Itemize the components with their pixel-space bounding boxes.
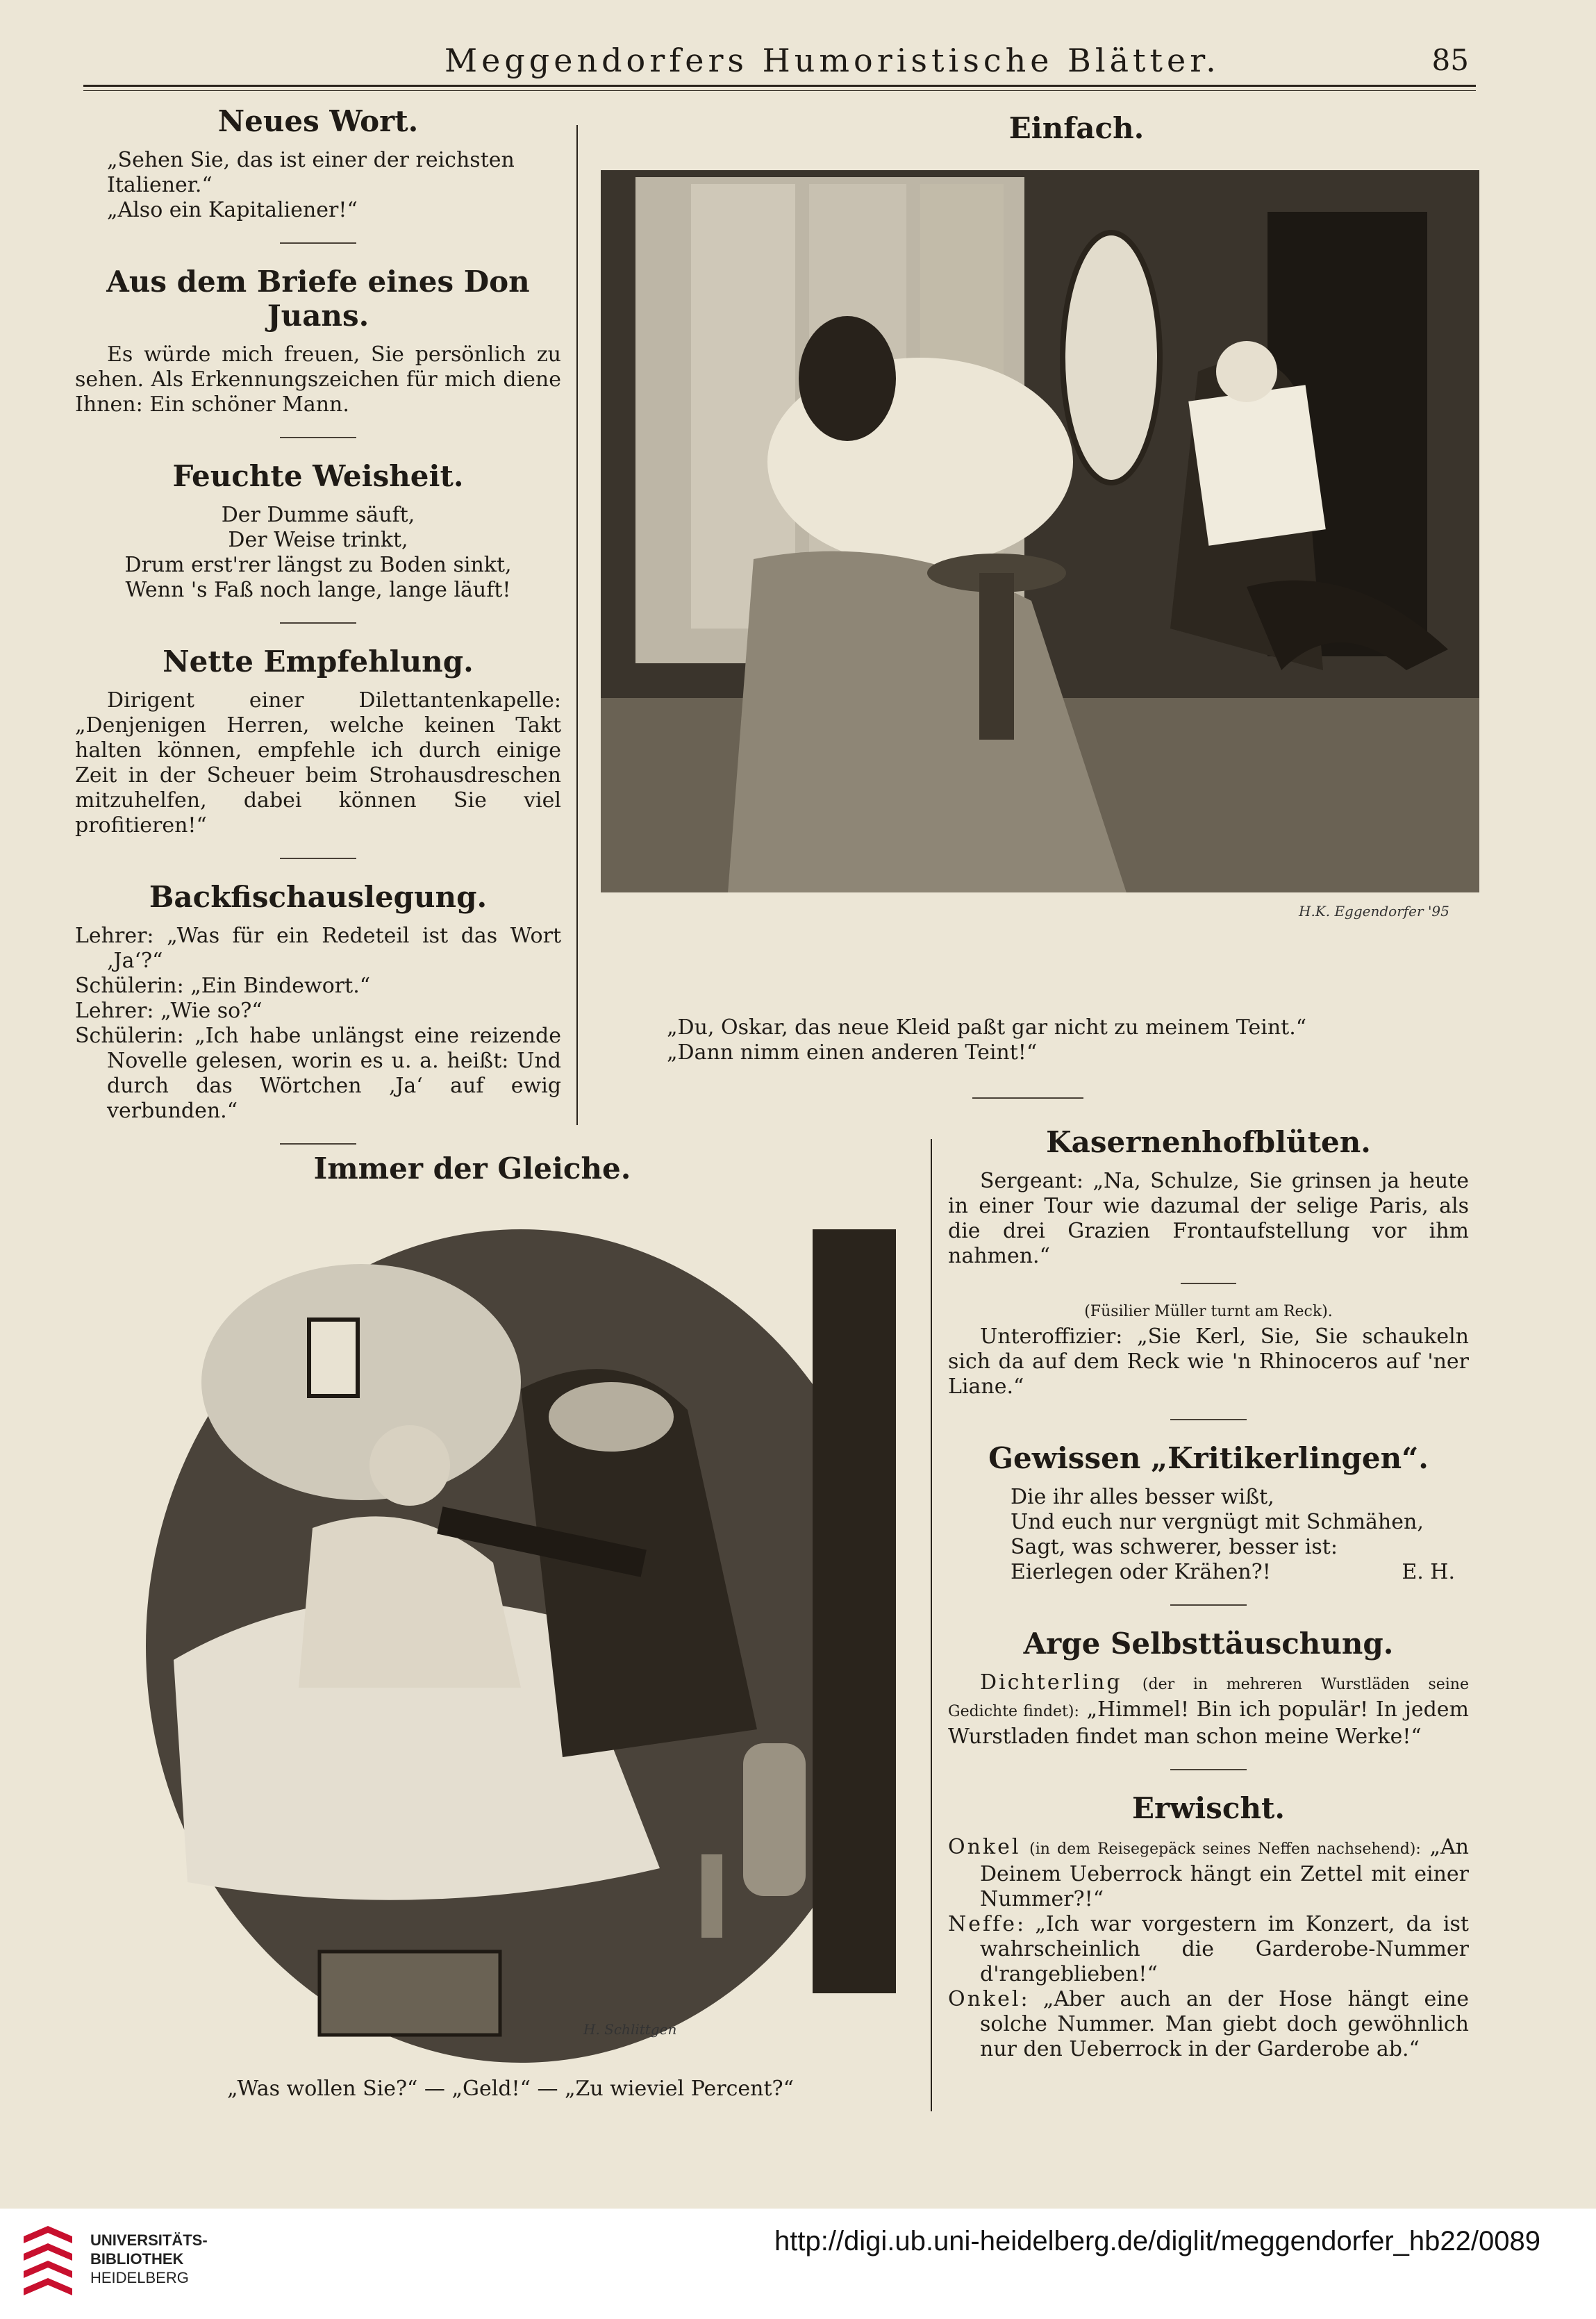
- column-divider-left: [576, 125, 578, 1125]
- caption-einfach: [667, 1015, 1472, 1065]
- text-paragraph: [948, 1670, 1469, 1749]
- section-separator: [280, 437, 356, 438]
- dialogue-line: Schülerin: „Ich habe unlängst eine reizende Novelle gelesen, worin es u. a. heißt: Und durch das Wörtchen ‚Ja‘ auf ewig verbunden.“: [75, 1024, 561, 1123]
- section-separator: [280, 242, 356, 244]
- speaker-name: Neffe: [948, 1912, 1017, 1936]
- header-rule: [83, 85, 1476, 87]
- heading-don-juan: Aus dem Briefe eines Don Juans.: [106, 265, 530, 333]
- illustration-immer-der-gleiche: [132, 1202, 906, 2063]
- magazine-title: Meggendorfers Humoristische Blätter.: [444, 42, 1220, 79]
- logo-line: HEIDELBERG: [90, 2269, 189, 2286]
- dialogue-line: Neffe: „Ich war vorgestern im Konzert, da ist wahrscheinlich die Garderobe-Nummer d'rangeblieben!“: [948, 1912, 1469, 1986]
- heading-immer-der-gleiche: Immer der Gleiche.: [313, 1152, 631, 1186]
- dialogue-line: Schülerin: „Ein Bindewort.“: [75, 974, 371, 998]
- speaker-name: Dichterling: [980, 1670, 1122, 1695]
- illustration-signature: H.K. Eggendorfer '95: [1299, 903, 1449, 920]
- stage-note: (in dem Reisegepäck seines Neffen nachsehend):: [1029, 1840, 1421, 1858]
- caption-line: „Dann nimm einen anderen Teint!“: [667, 1040, 1038, 1065]
- section-separator: [280, 622, 356, 624]
- library-logo-text: [90, 2231, 208, 2287]
- section-separator: [1170, 1419, 1247, 1420]
- text-paragraph: Sergeant: „Na, Schulze, Sie grinsen ja heute in einer Tour wie dazumal der selige Paris, als die drei Grazien Frontaufstellung vor ihm nahmen.“: [948, 1169, 1469, 1268]
- section-separator: [1181, 1283, 1236, 1284]
- heading-nette-empfehlung: Nette Empfehlung.: [163, 645, 474, 679]
- dialogue-text: „Aber auch an der Hose hängt eine solche Nummer. Man giebt doch gewöhnlich nur den Ueberrock in der Garderobe ab.“: [980, 1987, 1469, 2061]
- logo-line: UNIVERSITÄTS-: [90, 2231, 208, 2249]
- text-paragraph: Es würde mich freuen, Sie persönlich zu sehen. Als Erkennungszeichen für mich diene Ihnen: Ein schöner Mann.: [75, 342, 561, 417]
- heading-kasernenhofblueten: Kasernenhofblüten.: [1046, 1125, 1371, 1159]
- dialogue-text: „An Deinem Ueberrock hängt ein Zettel mit einer Nummer?!“: [980, 1835, 1469, 1911]
- text-line: „Also ein Kapitaliener!“: [107, 198, 358, 222]
- heading-feuchte-weisheit: Feuchte Weisheit.: [172, 459, 464, 493]
- left-column: [75, 104, 561, 1165]
- section-separator: [1170, 1769, 1247, 1770]
- poem-last-line-row: [948, 1560, 1469, 1585]
- caption-line: „Du, Oskar, das neue Kleid paßt gar nicht zu meinem Teint.“: [667, 1015, 1307, 1040]
- caption-immer-der-gleiche: „Was wollen Sie?“ — „Geld!“ — „Zu wieviel Percent?“: [227, 2077, 794, 2101]
- poem-line: Eierlegen oder Krähen?!: [1011, 1560, 1271, 1584]
- section-separator: [972, 1097, 1083, 1099]
- heading-neues-wort: Neues Wort.: [217, 104, 419, 138]
- section-separator: [1170, 1604, 1247, 1606]
- viewer-footer: [0, 2209, 1596, 2319]
- text-line: „Sehen Sie, das ist einer der reichsten: [107, 148, 515, 172]
- moneylender-illustration: [132, 1202, 906, 2063]
- poem-line: Sagt, was schwerer, besser ist:: [1011, 1535, 1338, 1559]
- lady-at-mirror-illustration: [601, 170, 1479, 993]
- poem-line: Wenn 's Faß noch lange, lange läuft!: [125, 578, 511, 602]
- heading-gewissen-kritikerlingen: Gewissen „Kritikerlingen“.: [988, 1441, 1429, 1475]
- section-separator: [280, 1143, 356, 1145]
- poem-author: E. H.: [1402, 1560, 1455, 1584]
- text-paragraph: Dirigent einer Dilettantenkapelle: „Denjenigen Herren, welche keinen Takt halten können, empfehle ich durch einige Zeit in der Scheuer beim Strohausdreschen mitzuhelfen, dabei können Sie viel profitieren!“: [75, 688, 561, 838]
- dialogue-line: Lehrer: „Was für ein Redeteil ist das Wort ‚Ja‘?“: [75, 924, 561, 973]
- dialogue-text: „Ich war vorgestern im Konzert, da ist wahrscheinlich die Garderobe-Nummer d'rangeblieben!“: [980, 1912, 1469, 1986]
- logo-line: BIBLIOTHEK: [90, 2250, 184, 2268]
- heading-arge-selbsttaeuschung: Arge Selbsttäuschung.: [1023, 1627, 1394, 1661]
- section-separator: [280, 858, 356, 859]
- speaker-name: Onkel: [948, 1835, 1021, 1859]
- column-divider-right: [931, 1139, 932, 2111]
- stage-note: (Füsilier Müller turnt am Reck).: [1084, 1303, 1333, 1320]
- poem-line: Und euch nur vergnügt mit Schmähen,: [1011, 1510, 1424, 1534]
- illustration-signature: H. Schlittgen: [583, 2021, 677, 2038]
- text-line: Italiener.“: [107, 173, 213, 197]
- source-url-link[interactable]: http://digi.ub.uni-heidelberg.de/diglit/meggendorfer_hb22/0089: [774, 2226, 1540, 2256]
- dialogue-line: [948, 1835, 1469, 1912]
- heading-erwischt: Erwischt.: [1131, 1791, 1286, 1825]
- poem-line: Der Weise trinkt,: [228, 528, 408, 552]
- speaker-name: Onkel: [948, 1987, 1021, 2011]
- poem-line: Der Dumme säuft,: [221, 503, 415, 527]
- illustration-einfach: [601, 170, 1479, 993]
- right-column: [948, 1125, 1469, 2062]
- dialogue-text: „Himmel! Bin ich populär! In jedem Wurstladen findet man schon meine Werke!“: [948, 1697, 1469, 1749]
- heading-backfischauslegung: Backfischauslegung.: [149, 880, 488, 914]
- page-header: [83, 36, 1476, 78]
- stage-note: (der in mehreren Wurstläden seine Gedichte findet):: [948, 1676, 1469, 1720]
- page-number: 85: [1431, 43, 1469, 77]
- dialogue-line: Lehrer: „Wie so?“: [75, 999, 263, 1023]
- text-paragraph: Unteroffizier: „Sie Kerl, Sie, Sie schaukeln sich da auf dem Reck wie 'n Rhinoceros auf 'ner Liane.“: [948, 1324, 1469, 1399]
- poem-line: Drum erst'rer längst zu Boden sinkt,: [124, 553, 512, 577]
- dialogue-line: Onkel: „Aber auch an der Hose hängt eine solche Nummer. Man giebt doch gewöhnlich nur den Ueberrock in der Garderobe ab.“: [948, 1987, 1469, 2061]
- library-logo-icon: [17, 2222, 79, 2299]
- heading-einfach: Einfach.: [1008, 111, 1145, 145]
- poem-line: Die ihr alles besser wißt,: [1011, 1485, 1274, 1509]
- header-rule-thin: [83, 90, 1476, 91]
